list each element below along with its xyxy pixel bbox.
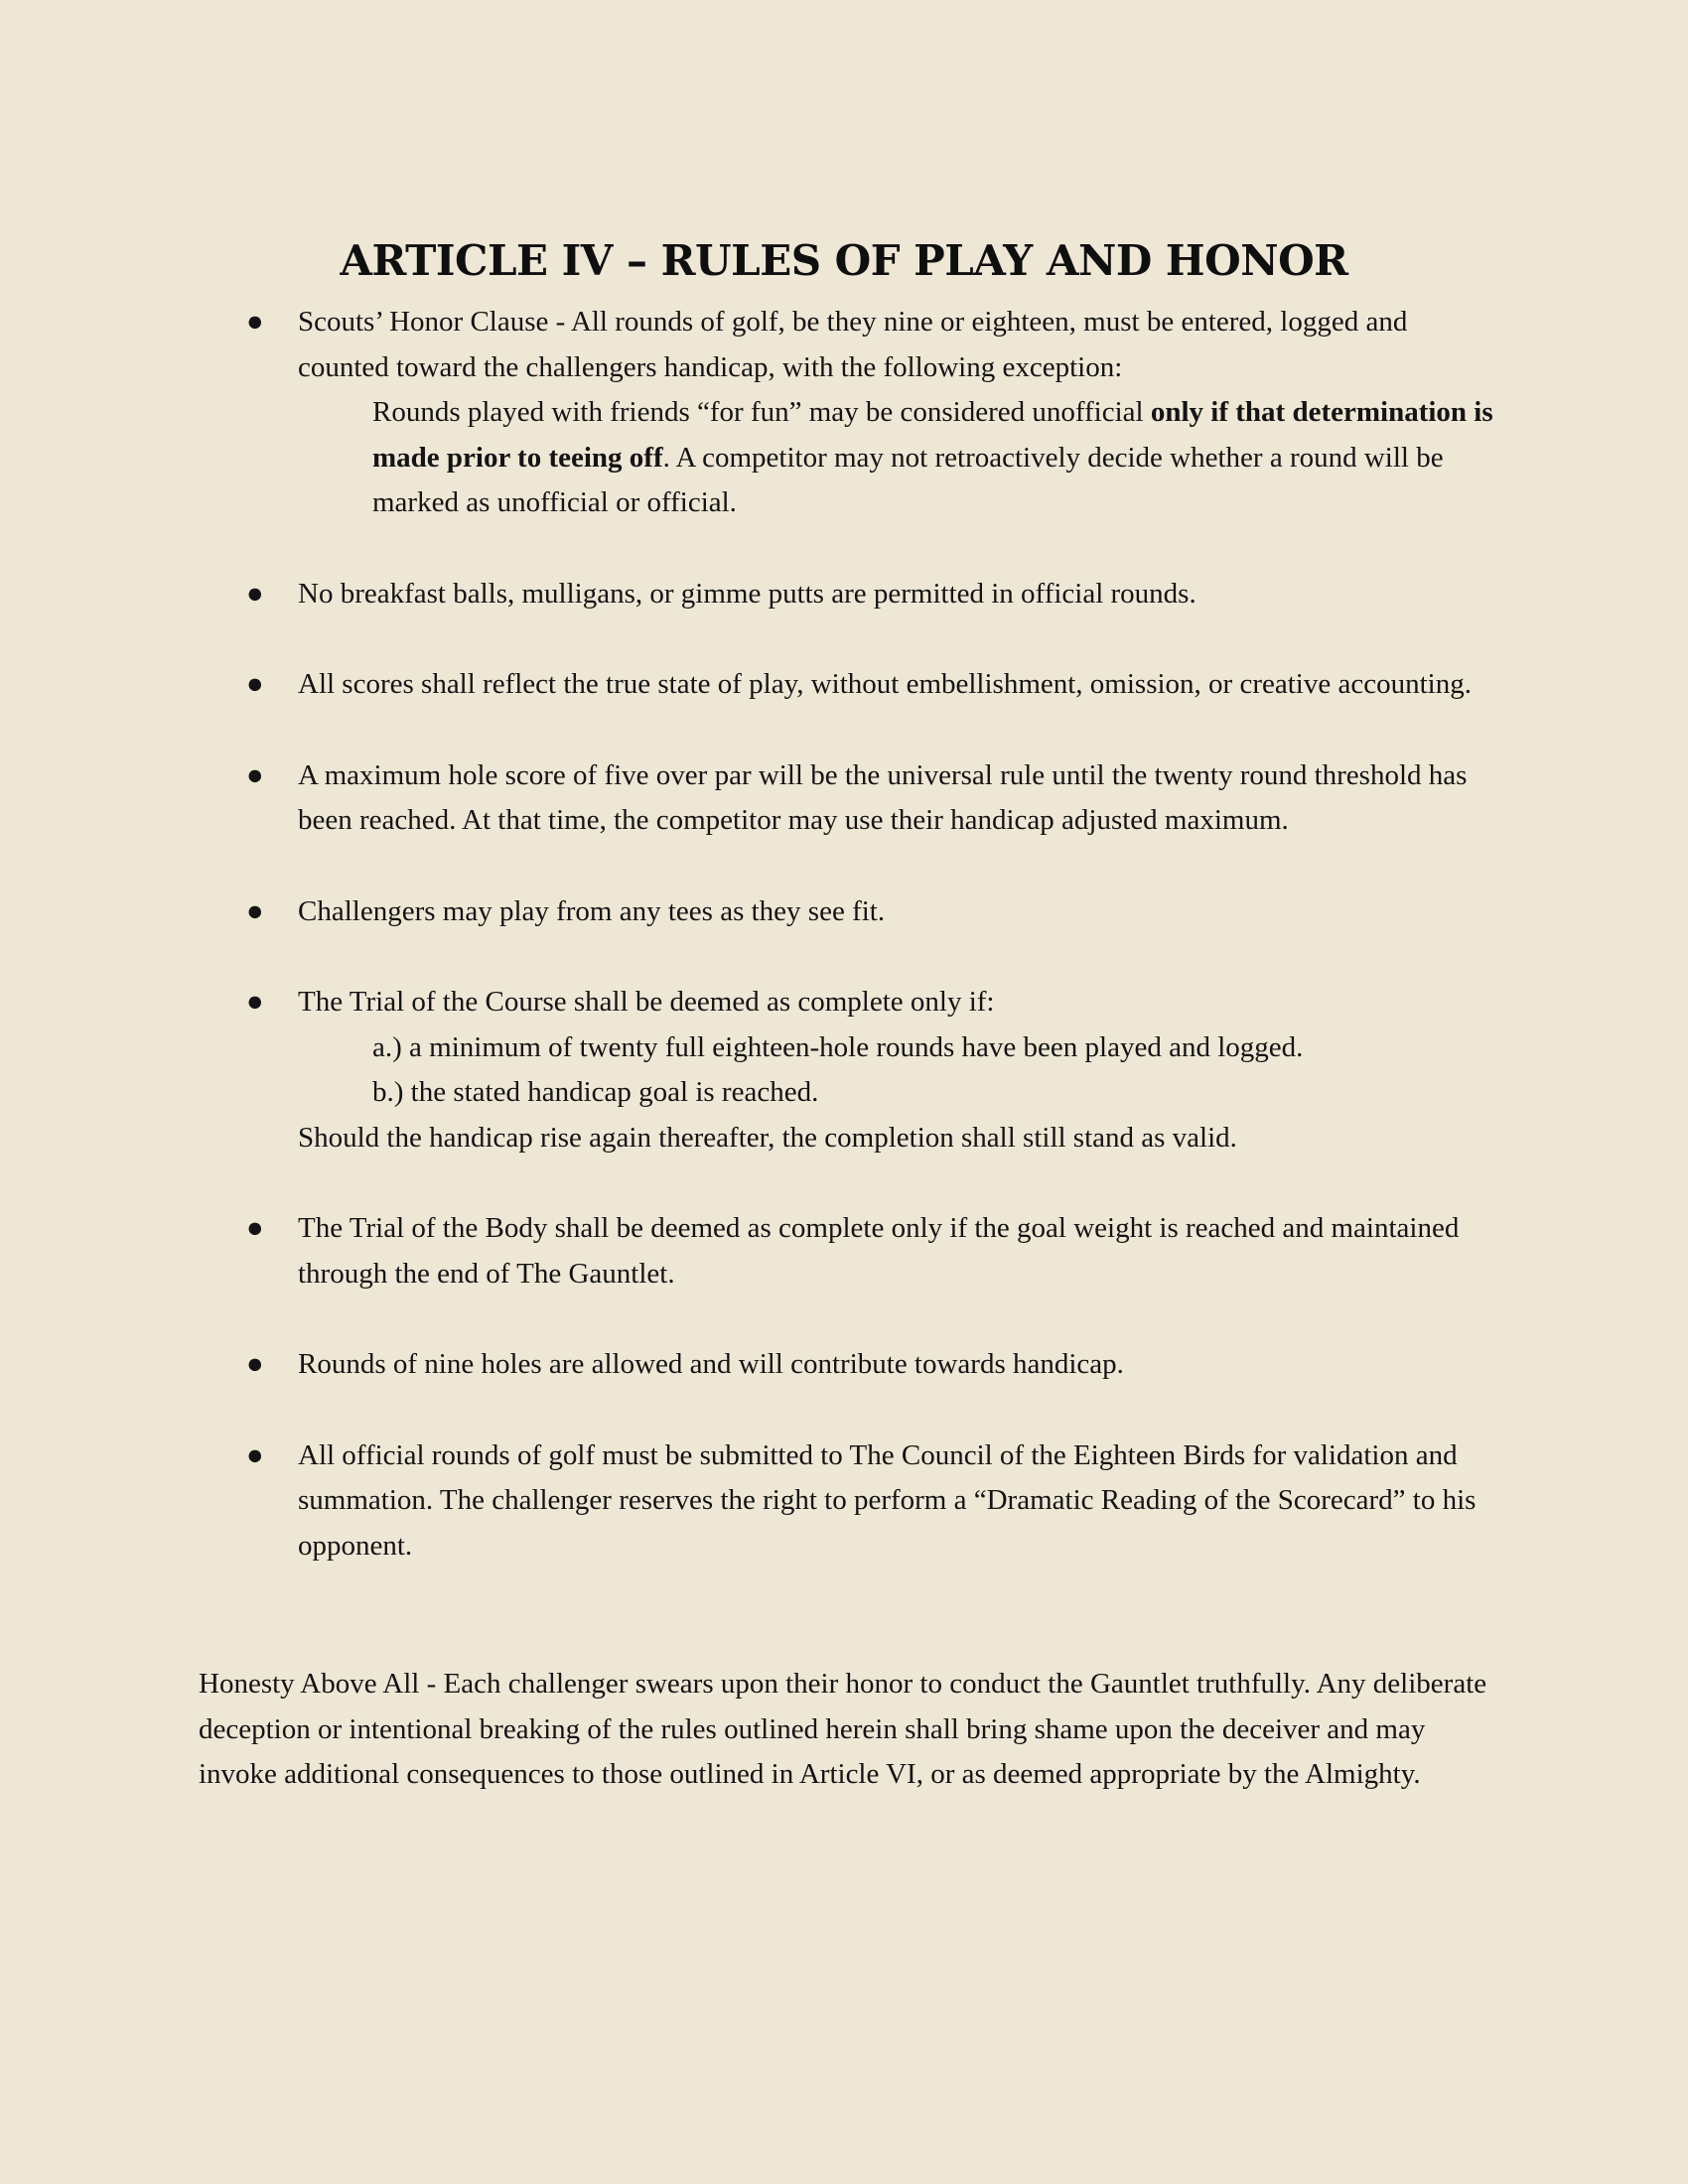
list-item-scouts-honor: [0, 300, 1688, 526]
condition-b: b.) the stated handicap goal is reached.: [372, 1076, 819, 1108]
condition-a: a.) a minimum of twenty full eighteen-hole rounds have been played and logged.: [372, 1030, 1304, 1063]
bullet-icon: ●: [246, 1348, 264, 1380]
list-item-nine-holes: [0, 1342, 1688, 1388]
list-item-tees: [0, 889, 1688, 935]
exception-text-pre: Rounds played with friends “for fun” may be considered unofficial: [372, 396, 1151, 428]
list-item-text: Challengers may play from any tees as they see fit.: [298, 894, 886, 927]
list-item-true-scores: [0, 662, 1688, 708]
list-item-text: All scores shall reflect the true state of play, without embellishment, omission, or creative accounting.: [298, 668, 1472, 700]
list-item-text: The Trial of the Body shall be deemed as complete only if the goal weight is reached and maintained through the end of The Gauntlet.: [298, 1212, 1460, 1290]
exception-text-post: . A competitor may not retroactively decide whether a round will be marked as unofficial or official.: [372, 441, 1444, 518]
honesty-paragraph: Honesty Above All - Each challenger swears upon their honor to conduct the Gauntlet truthfully. Any deliberate deception or intentional breaking of the rules outlined herein shall bring shame upon the deceiver and may invoke additional consequences to those outlined in Article VI, or as deemed appropriate by the Almighty.: [199, 1668, 1487, 1790]
completion-note: Should the handicap rise again thereafter, the completion shall still stand as valid.: [298, 1121, 1237, 1154]
list-item-text: A maximum hole score of five over par will be the universal rule until the twenty round threshold has been reached. At that time, the competitor may use their handicap adjusted maximum.: [298, 758, 1468, 836]
list-item-text: Scouts’ Honor Clause - All rounds of golf, be they nine or eighteen, must be entered, logged and counted toward the challengers handicap, with the following exception:: [298, 306, 1408, 383]
article-title: ARTICLE IV – RULES OF PLAY AND HONOR: [340, 236, 1348, 285]
list-item-text: All official rounds of golf must be submitted to The Council of the Eighteen Birds for validation and summation. The challenger reserves the right to perform a “Dramatic Reading of the Scorecard” to his opponent.: [298, 1438, 1477, 1562]
exception-paragraph: [298, 390, 1499, 526]
list-item-text: The Trial of the Course shall be deemed as complete only if:: [298, 986, 995, 1018]
list-item-text: No breakfast balls, mulligans, or gimme putts are permitted in official rounds.: [298, 577, 1196, 610]
bullet-icon: ●: [246, 1212, 264, 1244]
bullet-icon: ●: [246, 894, 264, 927]
bullet-icon: ●: [246, 306, 264, 338]
bullet-icon: ●: [246, 758, 264, 791]
list-item-text: Rounds of nine holes are allowed and will contribute towards handicap.: [298, 1348, 1124, 1380]
list-item-trial-of-course: [0, 980, 1688, 1160]
bullet-icon: ●: [246, 577, 264, 610]
list-item-submission: [0, 1433, 1688, 1570]
list-item-trial-of-body: [0, 1206, 1688, 1297]
bullet-icon: ●: [246, 986, 264, 1018]
bullet-icon: ●: [246, 668, 264, 700]
list-item-max-hole-score: [0, 753, 1688, 844]
exception-text-bold: only if that determination is made prior to teeing off: [372, 396, 1493, 474]
rules-list: [0, 300, 1688, 1614]
bullet-icon: ●: [246, 1438, 264, 1471]
list-item-no-mulligans: [0, 572, 1688, 617]
